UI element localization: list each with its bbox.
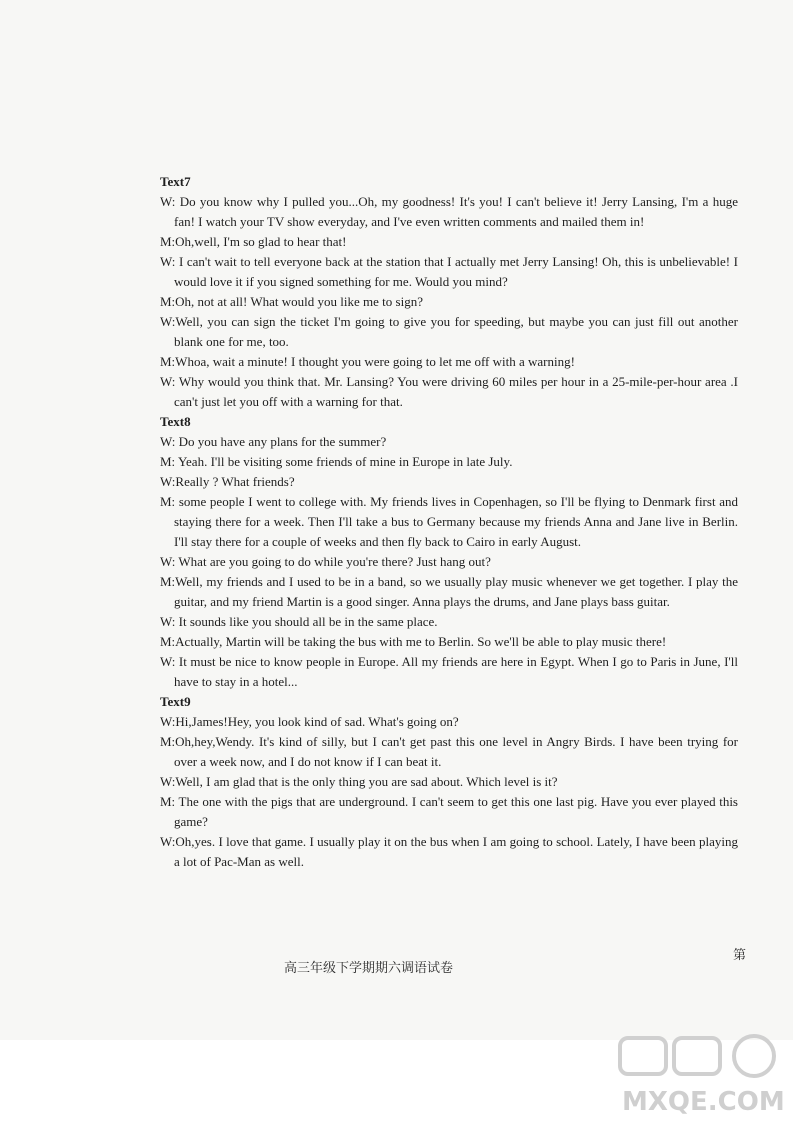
dialogue-line: W: It must be nice to know people in Europe. All my friends are here in Egypt. When I go to Paris in June, I'll have to stay in a hotel... [160,654,738,689]
footer-exam-title: 高三年级下学期期六调语试卷 [284,961,454,976]
dialogue-line: M:Well, my friends and I used to be in a band, so we usually play music whenever we get together. I play the guitar, and my friend Martin is a good singer. Anna plays the drums, and Jane plays bass guitar. [160,574,738,609]
section-heading: Text9 [160,694,191,709]
transcript-body [160,172,738,872]
dialogue-line: W:Oh,yes. I love that game. I usually play it on the bus when I am going to school. Lately, I have been playing a lot of Pac-Man as well. [160,834,738,869]
dialogue-line: W: What are you going to do while you're there? Just hang out? [160,554,491,569]
dialogue-line: M:Whoa, wait a minute! I thought you were going to let me off with a warning! [160,354,575,369]
dialogue-line: M:Oh,hey,Wendy. It's kind of silly, but I can't get past this one level in Angry Birds. I have been trying for over a week now, and I do not know if I can beat it. [160,734,738,769]
section-text7 [160,172,738,412]
dialogue-line: W: Why would you think that. Mr. Lansing? You were driving 60 miles per hour in a 25-mile-per-hour area .I can't just let you off with a warning for that. [160,374,738,409]
dialogue-line: M: some people I went to college with. My friends lives in Copenhagen, so I'll be flying to Denmark first and staying there for a week. Then I'll take a bus to Germany because my friends Anna and Jane live in Berlin. I'll stay there for a couple of weeks and then fly back to Cairo in early August. [160,494,738,549]
dialogue-line: W:Hi,James!Hey, you look kind of sad. What's going on? [160,714,459,729]
dialogue-line: W: Do you have any plans for the summer? [160,434,387,449]
footer-page-label: 第 [733,948,747,963]
dialogue-line: W: It sounds like you should all be in the same place. [160,614,438,629]
watermark-logo [612,1032,788,1120]
dialogue-line: W:Really ? What friends? [160,474,295,489]
dialogue-line: W: I can't wait to tell everyone back at the station that I actually met Jerry Lansing! Oh, this is unbelievable! I would love it if you signed something for me. Would you mind? [160,254,738,289]
dialogue-line: M:Oh,well, I'm so glad to hear that! [160,234,347,249]
dialogue-line: M: Yeah. I'll be visiting some friends of mine in Europe in late July. [160,454,513,469]
dialogue-line: W:Well, I am glad that is the only thing you are sad about. Which level is it? [160,774,558,789]
dialogue-line: M:Oh, not at all! What would you like me to sign? [160,294,423,309]
dialogue-line: M: The one with the pigs that are underground. I can't seem to get this one last pig. Have you ever played this game? [160,794,738,829]
section-text9 [160,692,738,872]
section-heading: Text8 [160,414,191,429]
dialogue-line: M:Actually, Martin will be taking the bus with me to Berlin. So we'll be able to play music there! [160,634,667,649]
dialogue-line: W:Well, you can sign the ticket I'm going to give you for speeding, but maybe you can just fill out another blank one for me, too. [160,314,738,349]
watermark-text: MXQE.COM [622,1087,785,1117]
watermark-graphic [612,1032,788,1120]
section-text8 [160,412,738,692]
dialogue-line: W: Do you know why I pulled you...Oh, my goodness! It's you! I can't believe it! Jerry Lansing, I'm a huge fan! I watch your TV show everyday, and I've even written comments and mailed them in! [160,194,738,229]
section-heading: Text7 [160,174,191,189]
